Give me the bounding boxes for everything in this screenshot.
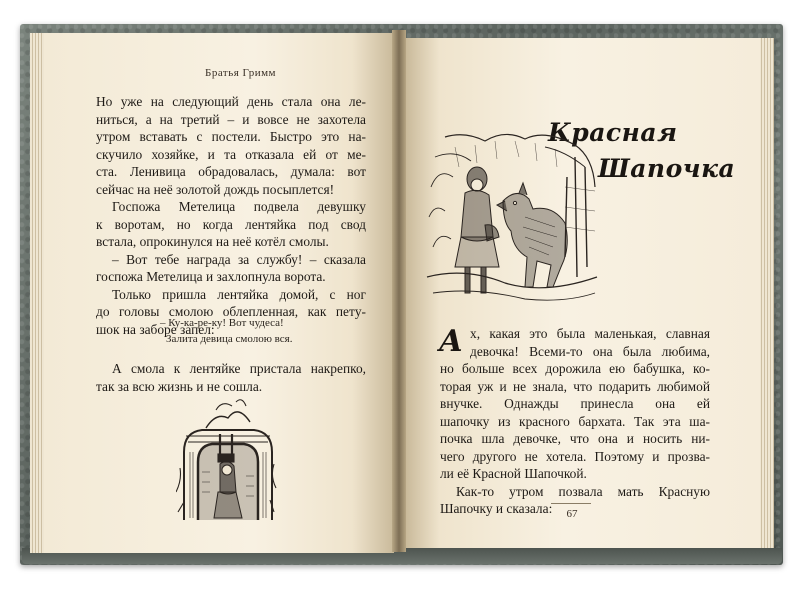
text-line: почка шла девочке, что она и носить ни- xyxy=(440,431,710,446)
poem-line: Залита девица смолою вся. xyxy=(166,333,293,345)
book-gutter xyxy=(392,30,406,552)
text-line: госпожа Метелица и захлопнула ворота. xyxy=(96,269,326,284)
text-line: шапочку из красного бархата. Так эта ша- xyxy=(440,413,710,429)
story-title-line2: Шапочка xyxy=(598,154,736,183)
text-line: ста. Ленивица обрадовалась, думала: вот xyxy=(96,164,366,179)
page-number-rule xyxy=(551,503,591,504)
text-line: ли её Красной Шапочкой. xyxy=(440,466,587,481)
text-line: до головы смолою облепленная, как петy- xyxy=(96,304,366,319)
text-line: Шапочку и сказала: xyxy=(440,501,553,516)
left-page-text xyxy=(96,93,366,338)
text-line: девочка! Всеми-то она была любима, xyxy=(470,343,710,359)
text-line: ниться, а на третий – и вовсе не захотела xyxy=(96,111,366,127)
text-line: чего другого не хотела. Поэтому и прозва- xyxy=(440,448,710,464)
text-line: сейчас на неё золотой дождь посыплется! xyxy=(96,181,335,197)
text-line: А смола к лентяйке пристала накрепко, xyxy=(112,361,366,376)
text-line: – Вот тебе награда за службу! – сказала xyxy=(112,251,366,267)
text-line: но больше всех дорожила ею бабушка, ко- xyxy=(440,361,710,376)
text-line: внучке. Однажды принесла она ей xyxy=(440,396,710,411)
text-line: так за всю жизнь и не сошла. xyxy=(96,378,263,394)
red-riding-hood-engraving xyxy=(425,127,600,307)
text-line: скучило хозяйке, и та отказала ей от ме- xyxy=(96,146,366,162)
text-line: шок на заборе запел: xyxy=(96,321,215,337)
text-line: к воротам, но когда лентяйка под свод xyxy=(96,216,366,232)
text-line: Но уже на следующий день стала она ле- xyxy=(96,94,366,109)
poem-line: – Ку-ка-ре-ку! Вот чудеса! xyxy=(160,317,284,329)
gate-engraving xyxy=(176,392,280,522)
text-line: встала, опрокинулся на неё котёл смолы. xyxy=(96,234,329,249)
text-line: торая уж и не знала, что подарить любимой xyxy=(440,378,710,394)
running-head: Братья Гримм xyxy=(205,67,277,79)
story-title-line1: Красная xyxy=(548,118,678,147)
text-line: Только пришла лентяйка домой, с ног xyxy=(112,286,366,302)
text-line: х, какая это была маленькая, славная xyxy=(470,326,710,341)
text-line: Госпожа Метелица подвела девушку xyxy=(112,199,366,214)
poem xyxy=(160,315,293,347)
drop-cap: А xyxy=(438,324,464,359)
right-page-text xyxy=(440,360,710,518)
text-line: Как-то утром позвала мать Красную xyxy=(456,483,710,499)
left-page-ending xyxy=(96,360,366,395)
page-number: 67 xyxy=(566,508,578,520)
right-page-opening xyxy=(470,325,710,360)
text-line: утром вставать с постели. Быстро это на- xyxy=(96,129,366,144)
